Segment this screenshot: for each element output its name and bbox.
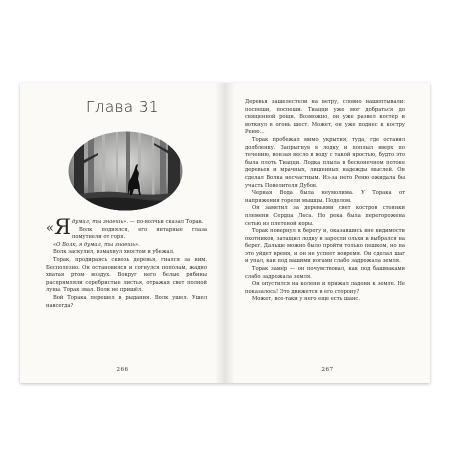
paragraph: Деревья зашелестели на ветру, словно нашептывали: поспеши, поспеши. Тиацци уже мог добраться до священной рощи. Возможно, он уже развел костер и воткнул в огонь шест. Может, он уже поднес к костру Реню… (245, 99, 405, 136)
forest-wolf-illustration (68, 131, 183, 211)
left-page (20, 83, 225, 383)
right-page (225, 83, 430, 383)
page-number-left: 266 (116, 367, 129, 373)
page-number-right: 267 (321, 367, 334, 373)
book-spread (20, 83, 430, 383)
paragraph: Может, все-таки у него еще есть шанс. (252, 296, 360, 303)
paragraph-italic: «О Волк, я думал, ты знаешь». (53, 241, 140, 248)
paragraph: Торак пробежал мимо укрытия, туда, где оставил долбленку. Запрыгнув в лодку и поплыл вверх по течению, вонзая весло в воду с такой яростью, будто это была плоть Тиацци. Лодка плыла в бесконечном потоке деревьев и мрачных, лишенных надежды мыслей. Он сделал Волка несчастным. Из-за него Реню ожидала бы участь Повелителя Дубов. (245, 136, 405, 189)
paragraph: Торак повернул к берегу и, оказавшись вне видимости охотников, затащил лодку в заросли ольхи и выбрался на берег. Дальше можно было пройти только пешком, но на это уйдет время, и он не успеет вовремя. Он сделал шаг и упал, как под вашими ногами слабо задрожала земля. (245, 228, 405, 265)
opening-rest: ». — по-волчьи сказал Торак. (123, 219, 204, 225)
paragraph: Он опустился на колени и прижал ладони к земле. Не показалось! Это движется в его сторону? (245, 281, 405, 295)
chapter-title: Глава 31 (86, 98, 159, 116)
paragraph: Черная Вода была неумолима. У Торака от напряжения горели мышцы. Поделом. (245, 190, 405, 204)
paragraph: Он заметил за деревьями свет костров стоянки племени Сердца Леса. Но река была перегорожена сетью из плетеной коры. (245, 205, 405, 227)
opening-italic: думал, ты знаешь (71, 219, 124, 225)
right-page-text (245, 99, 405, 304)
drop-cap: «Я (46, 215, 71, 239)
paragraph: Торак замер — он почувствовал, как под башмаками слабо задрожала земля. (245, 266, 405, 280)
paragraph: Волк заскулил, взмахнул хвостом и убежал. (53, 249, 175, 256)
paragraph: Торак, продираясь сквозь деревья, гнался за ним. Бесполезно. Он остановился и согнулся пополам, жадно хватая ртом воздух. Вокруг него белые рябины распрямляли серебристые листья, отражая свет полной луны. Торак звал. Волк не пришёл. (46, 256, 207, 294)
left-page-text (46, 215, 207, 310)
paragraph: Вой Торака перешел в рыдания. Волк ушел. Ушел навсегда? (46, 294, 207, 309)
paragraph: Волк поднялся, его янтарные глаза помутнели от горя. (71, 226, 207, 241)
